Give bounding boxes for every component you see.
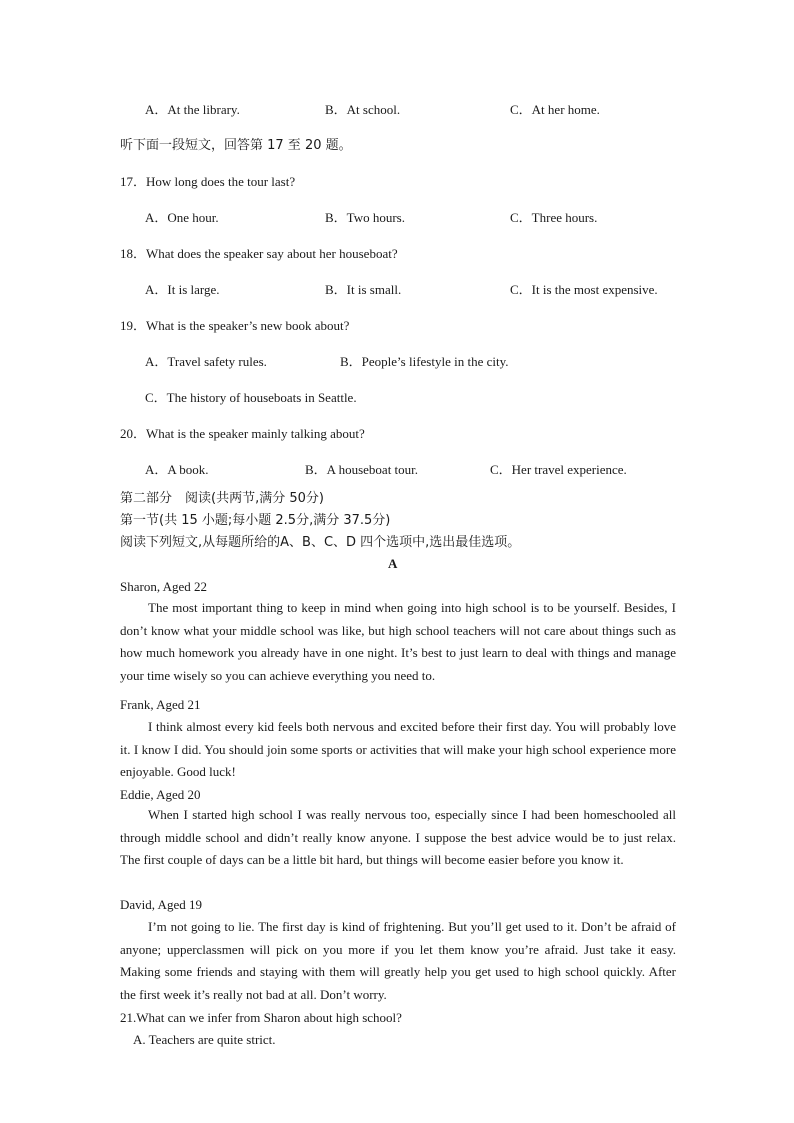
q16-option-a[interactable]: A．At the library. [145, 102, 240, 117]
q19-stem: 19．What is the speaker’s new book about? [120, 318, 350, 333]
q18-option-b[interactable]: B．It is small. [325, 282, 402, 297]
q16-option-b[interactable]: B．At school. [325, 102, 401, 117]
speaker-name-eddie: Eddie, Aged 20 [120, 787, 201, 802]
q20-stem: 20．What is the speaker mainly talking about? [120, 426, 365, 441]
q16-option-c[interactable]: C．At her home. [510, 102, 600, 117]
part2-section1-heading: 第一节(共 15 小题;每小题 2.5分,满分 37.5分) [120, 513, 391, 528]
part2-instruction: 阅读下列短文,从每题所给的A、B、C、D 四个选项中,选出最佳选项。 [120, 535, 521, 550]
q18-option-a[interactable]: A．It is large. [145, 282, 220, 297]
speaker-text-david: I’m not going to lie. The first day is kind of frightening. But you’ll get used to it. Don’t be afraid of anyone; upperclassmen will pick on you more if you let them know you’re afraid. Just take it easy. Making some friends and staying with them will greatly help you get used to high school quickly. After the first week it’s really not bad at all. Don’t worry. [120, 919, 676, 1002]
part2-title: 第二部分 阅读(共两节,满分 50分) [120, 491, 324, 506]
listening-section-intro: 听下面一段短文，回答第 17 至 20 题。 [120, 138, 352, 153]
q17-stem: 17．How long does the tour last? [120, 174, 296, 189]
passage-label: A [388, 556, 398, 571]
q17-option-b[interactable]: B．Two hours. [325, 210, 405, 225]
speaker-text-eddie: When I started high school I was really nervous too, especially since I had been homeschooled all through middle school and didn’t really know anyone. I suppose the best advice would be to just relax. The first couple of days can be a little bit hard, but things will become easier before you know it. [120, 807, 676, 867]
q17-option-a[interactable]: A．One hour. [145, 210, 219, 225]
q19-option-c[interactable]: C．The history of houseboats in Seattle. [145, 390, 357, 405]
speaker-name-sharon: Sharon, Aged 22 [120, 579, 208, 594]
q18-stem: 18．What does the speaker say about her houseboat? [120, 246, 398, 261]
q19-option-b[interactable]: B．People’s lifestyle in the city. [340, 354, 509, 369]
q20-option-a[interactable]: A．A book. [145, 462, 209, 477]
speaker-name-david: David, Aged 19 [120, 897, 202, 912]
q19-option-a[interactable]: A．Travel safety rules. [145, 354, 267, 369]
speaker-text-sharon: The most important thing to keep in mind when going into high school is to be yourself. Besides, I don’t know what your middle school was like, but high school teachers will not care about things such as how much homework you already have in one night. It’s best to just learn to deal with things and manage your time wisely so you can achieve everything you need to. [120, 600, 676, 683]
q20-option-c[interactable]: C．Her travel experience. [490, 462, 627, 477]
q18-option-c[interactable]: C．It is the most expensive. [510, 282, 658, 297]
speaker-name-frank: Frank, Aged 21 [120, 697, 201, 712]
speaker-text-frank: I think almost every kid feels both nervous and excited before their first day. You will probably love it. I know I did. You should join some sports or activities that will make your high school experience more enjoyable. Good luck! [120, 719, 676, 779]
q21-stem: 21.What can we infer from Sharon about high school? [120, 1010, 402, 1025]
q21-option-a[interactable]: A. Teachers are quite strict. [133, 1032, 276, 1047]
q17-option-c[interactable]: C．Three hours. [510, 210, 598, 225]
q20-option-b[interactable]: B．A houseboat tour. [305, 462, 419, 477]
